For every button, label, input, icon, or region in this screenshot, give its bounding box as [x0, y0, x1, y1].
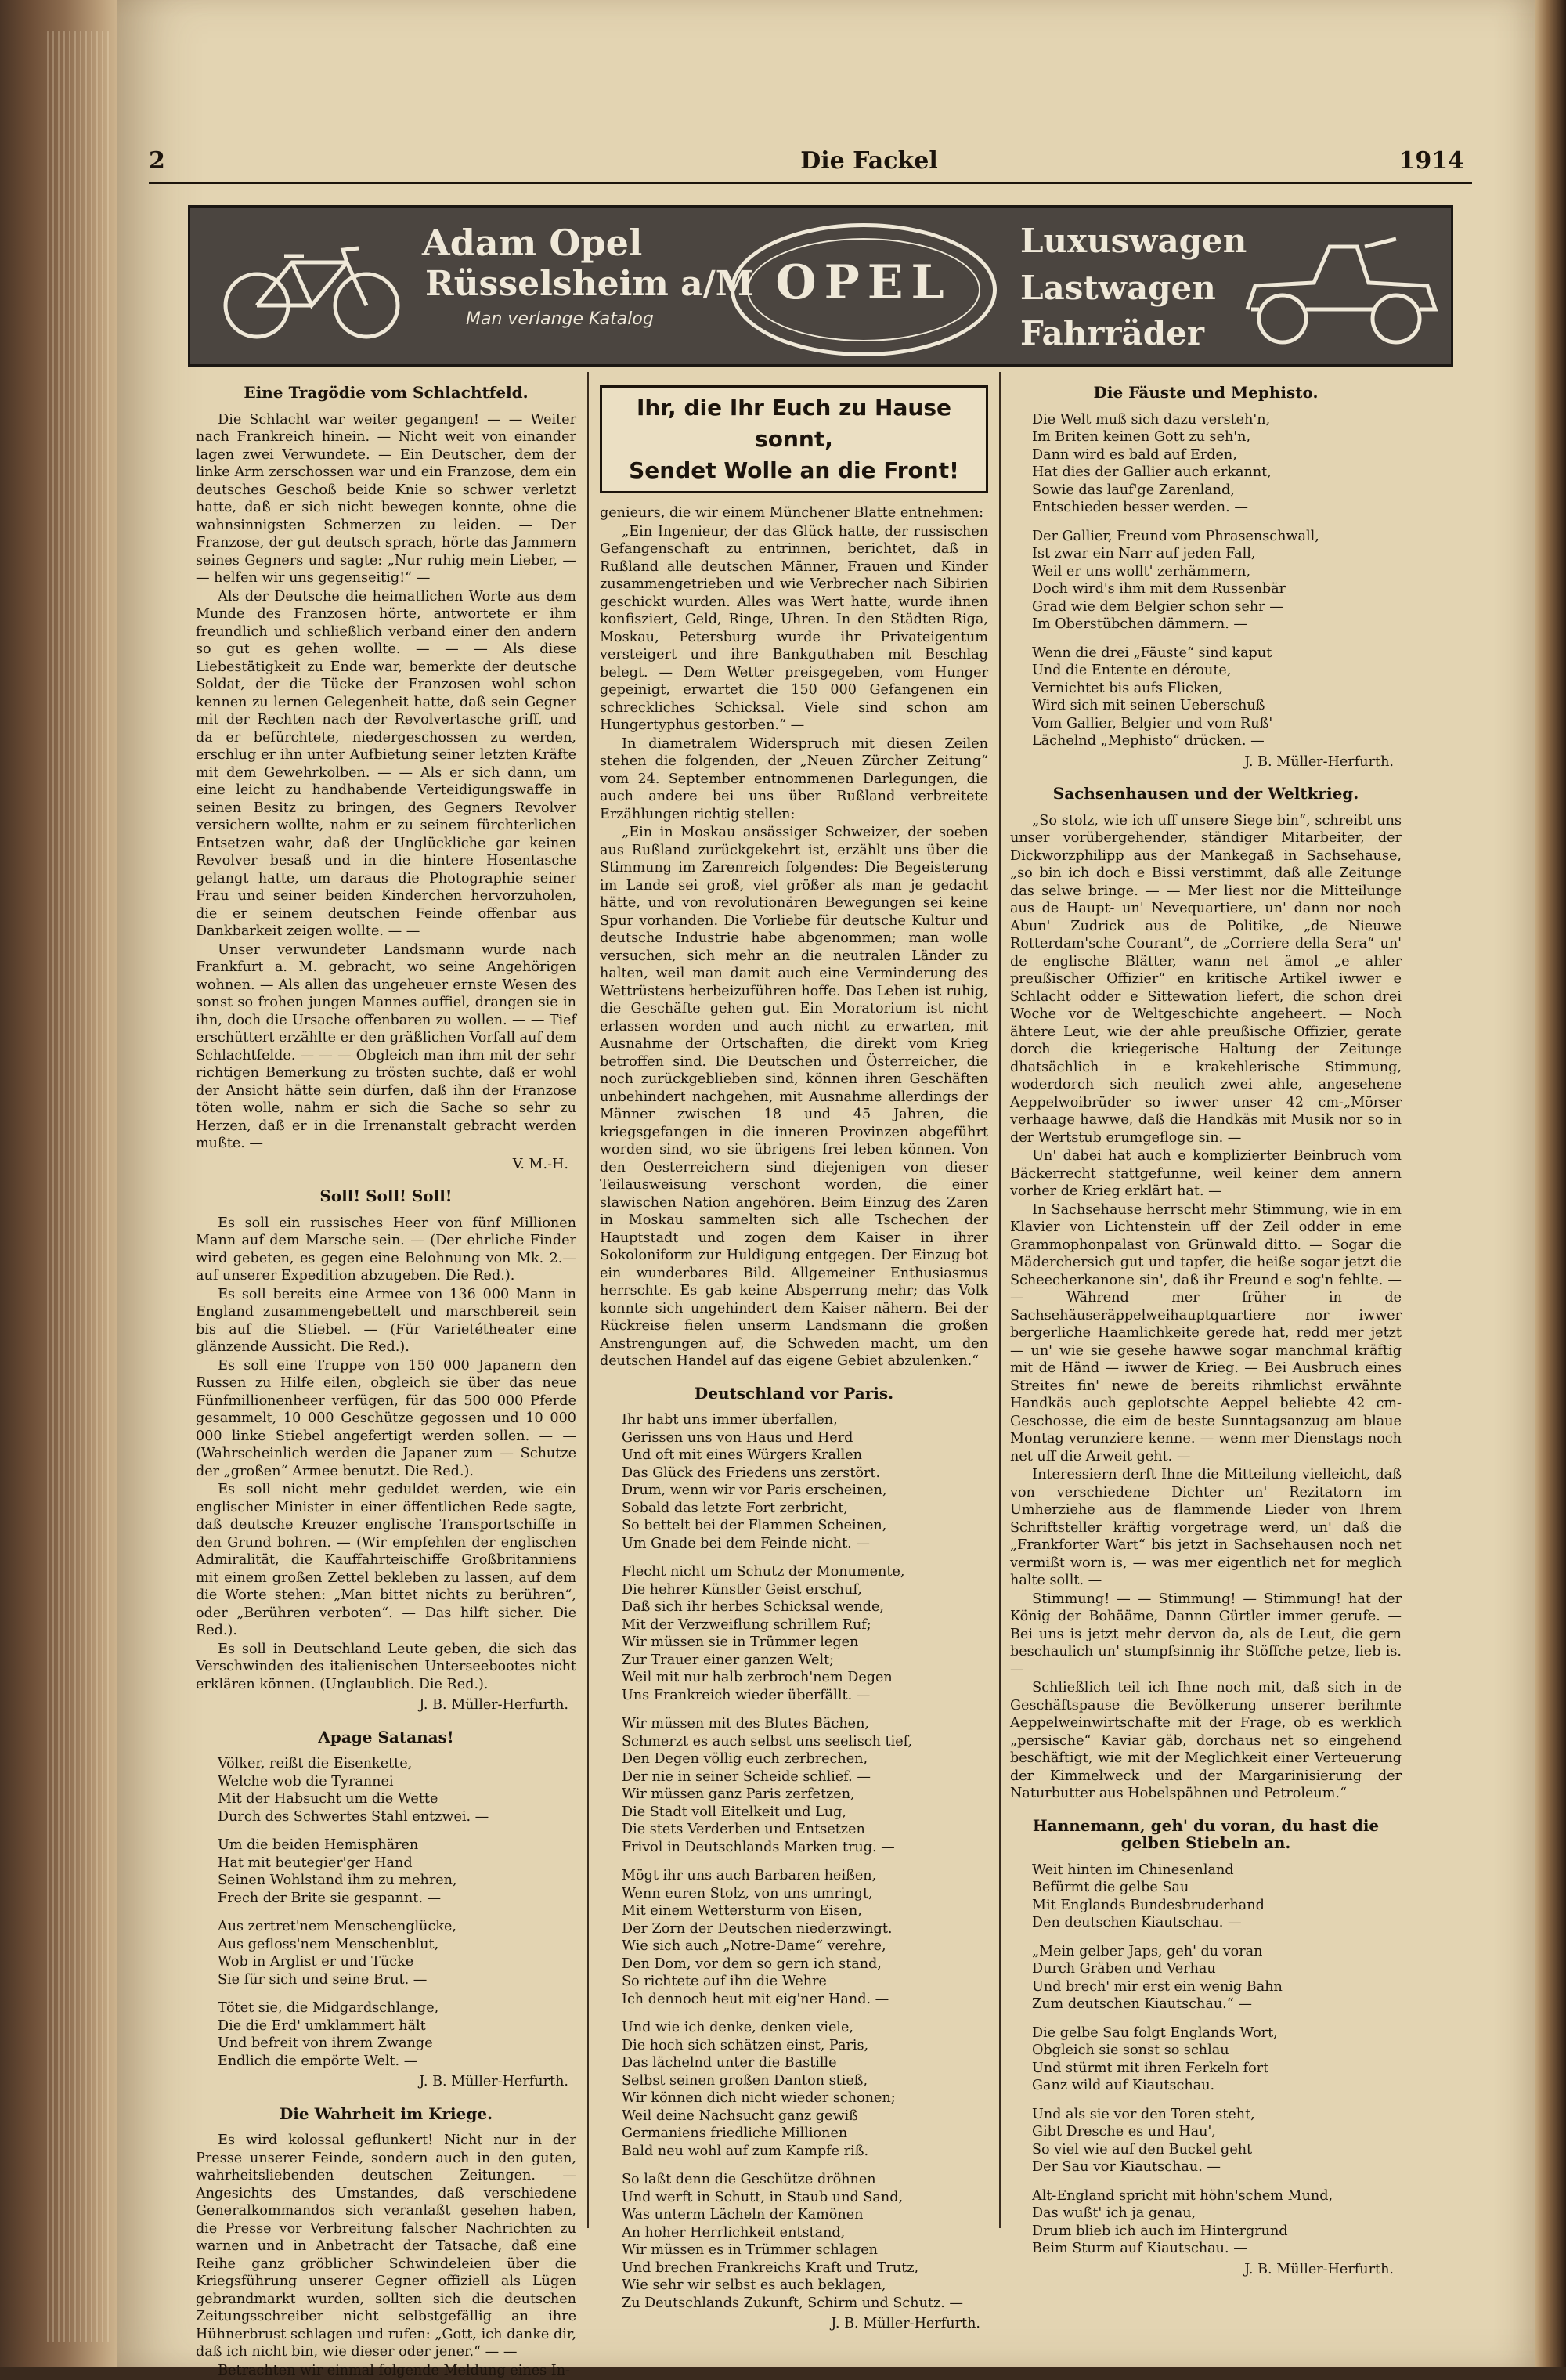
poem-stanza: Wir müssen mit des Blutes Bächen, Schmerzt es auch selbst uns seelisch tief, Den Degen völlig euch zerbrechen, Der nie in seiner Scheide schlief. — Wir müssen ganz Paris zerfetzen, Die Stadt voll Eitelkeit und Lug, Die stets Verderben und Entsetzen Frivol in Deutschlands Marken trug. — — [622, 1716, 913, 1855]
paragraph: Schließlich teil ich Ihne noch mit, daß sich in de Geschäftspause die Bevölkerung unserer berihmte Aeppelweinwirtschafte mit der Frage, ob es werklich „persische“ Kaviar gäb, dorchaus net so eingehend beschäftigt, wie mit der Meglichkeit einer Verteuerung der Kimmelweck und der Margarinisierung der Naturbutter aus Hobelspähnen und Petroleum.“ — [1010, 1680, 1402, 1801]
poem-stanza: Und wie ich denke, denken viele, Die hoch sich schätzen einst, Paris, Das lächelnd unter die Bastille Selbst seinen großen Danton stieß, Wir können dich nicht wieder schonen; Weil deine Nachsucht ganz gewiß Germaniens friedliche Millionen Bald neu wohl auf zum Kampfe riß. — [622, 2020, 896, 2159]
opel-logo — [731, 223, 997, 356]
automobile-icon — [1239, 231, 1443, 349]
page-edges-left — [47, 31, 110, 2342]
book-binding-left — [0, 0, 117, 2367]
poem-title: Hannemann, geh' du voran, du hast die gelben Stiebeln an. — [1032, 1815, 1380, 1852]
article-title: Die Wahrheit im Kriege. — [279, 2104, 493, 2123]
paragraph: Es soll ein russisches Heer von fünf Millionen Mann auf dem Marsche sein. — (Der ehrliche Finder wird gebeten, es gegen eine Belohnung von Mk. 2.— auf unserer Expedition abzugeben. Die Red.). — [196, 1215, 576, 1284]
signature: J. B. Müller-Herfurth. — [1244, 2261, 1394, 2277]
paragraph: Es wird kolossal geflunkert! Nicht nur in der Presse unserer Feinde, sondern auch in den guten, wahrheitsliebenden deutschen Zeitungen. — Angesichts des Umstandes, daß verschiedene Generalkommandos sich veranlaßt gesehen haben, die Presse vor Verbreitung falscher Nachrichten zu warnen und in Anbetracht der Tatsache, daß eine Reihe ganz gröblicher Schwindeleien über die Kriegsführung unserer Gegner offiziell als Lügen gebrandmarkt wurden, sollten sich die deutschen Zeitungsschreiber nicht selbstgefällig an ihre Hühnerbrust schlagen und rufen: „Gott, ich danke dir, daß ich nicht bin, wie dieser oder jener.“ — — — [196, 2133, 576, 2360]
column-divider — [587, 372, 589, 2228]
ad-right-line3: Fahrräder — [1020, 314, 1204, 352]
paragraph: Als der Deutsche die heimatlichen Worte aus dem Munde des Franzosen hörte, antwortete er ihm freundlich und schließlich verband einer den andern so gut es gehen wollte. — — — Als diese Liebestätigkeit zu Ende war, bemerkte der deutsche Soldat, der die Tücke der Franzosen wohl schon kennen zu lernen Gelegenheit hatte, daß sein Gegner mit der Rechten nach der Revolvertasche griff, und da er befürchtete, niedergeschossen zu werden, erschlug er ihn unter Aufbietung seiner letzten Kräfte mit dem Gewehrkolben. — — Als er sich dann, um eine leicht zu handhabende Verteidigungswaffe in seinen Besitz zu bringen, des Gegners Revolver versichern wollte, nahm er zu seinem fürchterlichen Entsetzen wahr, daß der Unglückliche gar keinen Revolver besaß und in die hintere Hosentasche gelangt hatte, um daraus die Photographie seiner Frau und seiner beiden Kinderchen hervorzuholen, die er seinem deutschen Feinde offenbar aus Dankbarkeit zeigen wollte. — — — [196, 588, 576, 939]
poem-title: Deutschland vor Paris. — [694, 1383, 894, 1403]
bicycle-icon — [214, 239, 410, 341]
paragraph: In Sachsehause herrscht mehr Stimmung, wie in em Klavier von Lichtenstein uff der Zeil odder in eme Grammophonpalast von Grünwald ditto. — Sogar die Mäderchersich gut und tapfer, die heiße sogar jetzt die Scheecherkanone sin', daß ihr Freund e sog'n fehlte. — — Während mer früher in de Sachsehäuseräppelweihauptquartiere nor iwwer bergerliche Haamlichkeite gerede hat, redd mer jetzt — un' wie sie gesehe hawwe sogar manchmal kräftig mit de Händ — iwwer de Krieg. — Bei Ausbruch eines Streites fin' newe de bereits rihmlichst erwähnte Handkäs auch geplotschte Aeppel beliebte 42 cm-Geschosse, die eim de beste Sunntagsanzug am blaue Montag verunziere kenne. — wenn mer Dienstags noch net uff die Arweit geht. — — [1010, 1201, 1402, 1464]
banner-line: Sendet Wolle an die Front! — [629, 457, 959, 483]
column-divider — [999, 372, 1001, 2228]
poem-stanza: Alt-England spricht mit höhn'schem Mund, Das wußt' ich ja genau, Drum blieb ich auch im Hintergrund Beim Sturm auf Kiautschau. — — [1032, 2187, 1333, 2256]
newspaper-page — [117, 0, 1535, 2378]
column-left — [196, 370, 576, 2380]
paragraph: „Ein in Moskau ansässiger Schweizer, der soeben aus Rußland zurückgekehrt ist, erzählt uns über die Stimmung im Zarenreich folgendes: Die Begeisterung im Lande sei groß, viel größer als man je gedacht hätte, und von revolutionären Bewegungen sei keine Spur vorhanden. Die Vorliebe für deutsche Kultur und deutsche Industrie habe abgenommen; man wolle versuchen, sich mehr an die neutralen Länder zu halten, weil man damit auch eine Verminderung des Wettrüstens herbeizuführen hoffe. Das Leben ist ruhig, die Geschäfte gehen gut. Ein Moratorium ist nicht erlassen worden und auch nicht zu erwarten, mit Ausnahme der Ortschaften, die direkt vom Krieg betroffen sind. Die Deutschen und Österreicher, die noch zurückgeblieben sind, können ihren Geschäften unbehindert nachgehen, mit Ausnahme allerdings der Männer zwischen 18 und 45 Jahren, die kriegsgefangen in die inneren Provinzen abgeführt worden sind, wo sie übrigens frei leben können. Von den Oesterreichern sind diejenigen von dieser Teilausweisung verschont worden, die einer slawischen Nation angehören. Beim Einzug des Zaren in Moskau sammelten sich alle Tschechen der Hauptstadt und zogen dem Kaiser in ihrer Sokoloniform zur Huldigung entgegen. Der Einzug bot ein wunderbares Bild. Allgemeiner Enthusiasmus herrschte. Es gab keine Absperrung mehr; das Volk konnte sich ungehindert dem Kaiser nähern. Bei der Rückreise fielen unserm Landsmann die großen Anstrengungen auf, die Schweden macht, um den deutschen Handel auf das eigene Gebiet abzulenken.“ — [600, 825, 988, 1369]
paragraph: Betrachten wir einmal folgende Meldung eines In- — [218, 2362, 570, 2378]
paragraph: Die Schlacht war weiter gegangen! — — Weiter nach Frankreich hinein. — Nicht weit von einander lagen zwei Verwundete. — Ein Deutscher, dem der linke Arm zerschossen war und ein Franzose, dem ein deutsches Geschoß beide Knie so schwer verletzt hatte, daß er sich nicht bewegen konnte, ohne die wahnsinnigsten Schmerzen zu leiden. — Der Franzose, der gut deutsch sprach, hörte das Jammern seines Gegners und sagte: „Nur ruhig mein Lieber, — — helfen wir uns gegenseitig!“ — — [196, 411, 576, 586]
banner-line: Ihr, die Ihr Euch zu Hause sonnt, — [637, 395, 951, 452]
poem-stanza: Ihr habt uns immer überfallen, Gerissen uns von Haus und Herd Und oft mit eines Würgers Krallen Das Glück des Friedens uns zerstört. Drum, wenn wir vor Paris erscheinen, Sobald das letzte Fort zerbricht, So bettelt bei der Flammen Scheinen, Um Gnade bei dem Feinde nicht. — — [622, 1412, 887, 1551]
paragraph: genieurs, die wir einem Münchener Blatte entnehmen: — [600, 505, 984, 521]
paragraph: In diametralem Widerspruch mit diesen Zeilen stehen die folgenden, der „Neuen Zürcher Zeitung“ vom 24. September entnommenen Darlegungen, die auch andere bei uns über Rußland verbreitete Erzählungen richtig stellen: — [600, 735, 988, 822]
opel-logo-word: OPEL — [775, 255, 952, 310]
article-title: Sachsenhausen und der Weltkrieg. — [1052, 784, 1359, 803]
paragraph: Interessiern derft Ihne die Mitteilung vielleicht, daß von verschiedene Dichter un' Rezitatorn im Umherziehe aus de flammende Lieder von Ihrem Schriftsteller kräftig vorgetrage werd, un' daß die „Frankforter Wart“ bis jetzt in Sachsehausen noch net vermißt worn is, — was mer eigentlich net for meglich halte sollt. — — [1010, 1467, 1402, 1588]
ad-left-line1: Adam Opel — [422, 222, 643, 264]
column-middle — [600, 382, 988, 2341]
poem-stanza: Wenn die drei „Fäuste“ sind kaput Und die Entente en déroute, Vernichtet bis aufs Flicken, Wird sich mit seinen Ueberschuß Vom Gallier, Belgier und vom Ruß' Lächelnd „Mephisto“ drücken. — — [1032, 645, 1273, 749]
poem-title: Die Fäuste und Mephisto. — [1093, 383, 1319, 402]
poem-title: Apage Satanas! — [318, 1727, 454, 1746]
wool-appeal-banner — [600, 385, 988, 493]
column-right — [1010, 370, 1402, 2286]
ad-left-line2: Rüsselsheim a/M — [425, 264, 754, 304]
poem-stanza: Der Gallier, Freund vom Phrasenschwall, Ist zwar ein Narr auf jeden Fall, Weil er uns wollt' zerhämmern, Doch wird's ihm mit dem Russenbär Grad wie dem Belgier schon sehr — Im Oberstübchen dämmern. — — [1032, 528, 1319, 632]
paragraph: Un' dabei hat auch e komplizierter Beinbruch vom Bäckerrecht stattgefunne, weil keiner dem annern vorher de Krieg erklärt hat. — — [1010, 1148, 1402, 1199]
poem-stanza: Und als sie vor den Toren steht, Gibt Dresche es und Hau', So viel wie auf den Buckel geht Der Sau vor Kiautschau. — — [1032, 2106, 1255, 2175]
paragraph: Unser verwundeter Landsmann wurde nach Frankfurt a. M. gebracht, wo seine Angehörigen wohnen. — Als allen das ungeheuer ernste Wesen des sonst so frohen jungen Mannes auffiel, drangen sie in ihn, doch die Ursache offenbaren zu wollen. — — Tief erschüttert erzählte er den gräßlichen Vorfall auf dem Schlachtfelde. — — — Obgleich man ihm mit der sehr richtigen Bemerkung zu trösten suchte, daß er wohl der Ansicht hätte sein dürfen, daß ihn der Franzose töten wolle, nahm er sich die Sache so sehr zu Herzen, daß er in die Irrenanstalt gebracht werden mußte. — — [196, 941, 576, 1151]
signature: J. B. Müller-Herfurth. — [419, 1697, 568, 1713]
ad-right-line1: Luxuswagen — [1020, 222, 1247, 260]
poem-stanza: Um die beiden Hemisphären Hat mit beutegier'ger Hand Seinen Wohlstand ihm zu mehren, Frech der Brite sie gespannt. — — [218, 1837, 457, 1906]
paragraph: Es soll bereits eine Armee von 136 000 Mann in England zusammengebettelt und marschbereit sein bis auf die Stiebel. — (Für Varietétheater eine glänzende Aussicht. Die Red.). — [196, 1286, 576, 1355]
paragraph: Es soll in Deutschland Leute geben, die sich das Verschwinden des italienischen Unterseebootes nicht erklären können. (Unglaublich. Die Red.). — [196, 1641, 576, 1692]
year: 1914 — [1398, 147, 1464, 175]
book-binding-right — [1535, 0, 1566, 2367]
poem-stanza: Die Welt muß sich dazu versteh'n, Im Briten keinen Gott zu seh'n, Dann wird es bald auf Erden, Hat dies der Gallier auch erkannt, Sowie das lauf'ge Zarenland, Entschieden besser werden. — — [1032, 411, 1272, 515]
header-rule — [149, 182, 1472, 184]
signature: J. B. Müller-Herfurth. — [419, 2074, 568, 2089]
poem-stanza: „Mein gelber Japs, geh' du voran Durch Gräben und Verhau Und brech' mir erst ein wenig Bahn Zum deutschen Kiautschau.“ — — [1032, 1943, 1283, 2012]
page-number: 2 — [149, 147, 165, 175]
article-title: Soll! Soll! Soll! — [319, 1186, 453, 1205]
poem-stanza: So laßt denn die Geschütze dröhnen Und werft in Schutt, in Staub und Sand, Was unterm Lächeln der Kamönen An hoher Herrlichkeit entstand, Wir müssen es in Trümmer schlagen Und brechen Frankreichs Kraft und Trutz, Wie sehr wir selbst es auch beklagen, Zu Deutschlands Zukunft, Schirm und Schutz. — — [622, 2172, 964, 2311]
signature: J. B. Müller-Herfurth. — [1244, 753, 1394, 770]
poem-stanza: Die gelbe Sau folgt Englands Wort, Obgleich sie sonst so schlau Und stürmt mit ihren Ferkeln fort Ganz wild auf Kiautschau. — [1032, 2024, 1278, 2093]
paragraph: Stimmung! — — Stimmung! — Stimmung! hat der König der Bohääme, Dannn Gürtler immer gerufe. — Bei uns is jetzt mehr dervon da, als de Leut, die gern beschaulich un' stumpfsinnig ihr Stöffche petze, lieb is. — — [1010, 1591, 1402, 1678]
poem-stanza: Flecht nicht um Schutz der Monumente, Die hehrer Künstler Geist erschuf, Daß sich ihr herbes Schicksal wende, Mit der Verzweiflung schrillem Ruf; Wir müssen sie in Trümmer legen Zur Trauer einer ganzen Welt; Weil mit nur halb zerbroch'nem Degen Uns Frankreich wieder überfällt. — — [622, 1564, 905, 1703]
article-title: Eine Tragödie vom Schlachtfeld. — [244, 383, 529, 402]
poem-stanza: Mögt ihr uns auch Barbaren heißen, Wenn euren Stolz, von uns umringt, Mit einem Wettersturm von Eisen, Der Zorn der Deutschen niederzwingt. Wie sich auch „Notre-Dame“ verehre, Den Dom, vor dem so gern ich stand, So richtete auf ihn die Wehre Ich dennoch heut mit eig'ner Hand. — — [622, 1868, 893, 2007]
opel-advertisement — [188, 205, 1453, 367]
paragraph: „So stolz, wie ich uff unsere Siege bin“, schreibt uns unser vorübergehender, ständiger Mitarbeiter, der Dickworzphilipp aus der Mankegaß in Sachsehause, „so bin ich doch e Bissi verstimmt, daß alle Zeitunge das selwe bringe. — — Mer liest nor die Mitteilunge aus de Haupt- un' Nevequartiere, un' dann nor noch Abun' Zudrick aus de Politike, „de Nieuwe Rotterdam'sche Courant“, de „Corriere della Sera“ un' de englische Blätter, wann net ämol „e ahler preußischer Offizier“ en kritische Artikel iwwer e Schlacht odder e Sittewation liefert, die schon drei Woche vor de Weltgeschichte angeheert. — Noch ähtere Leut, wie der ahle preußische Offizier, gerate dorch die kriegerische Haltung der Zeitunge dhatsächlich in e krakehlerische Stimmung, woderdorch sich neulich zwei ahle, angesehene Aeppelwoibrüder so iwwer unser 42 cm-„Mörser verhaage hawwe, daß die Handkäs mit Musik nor so in der Wertstub erumgefloge sin. — — [1010, 812, 1402, 1146]
signature: J. B. Müller-Herfurth. — [831, 2316, 980, 2331]
ad-left-line3: Man verlange Katalog — [466, 309, 654, 329]
poem-stanza: Aus zertret'nem Menschenglücke, Aus gefloss'nem Menschenblut, Wob in Arglist er und Tücke Sie für sich und seine Brut. — — [218, 1919, 457, 1988]
paragraph: „Ein Ingenieur, der das Glück hatte, der russischen Gefangenschaft zu entrinnen, berichtet, daß in Rußland alle deutschen Männer, Frauen und Kinder zusammengetrieben und wie Verbrecher nach Sibirien geschickt wurden. Alles was Wert hatte, wurde ihnen konfisziert, Geld, Ringe, Uhren. In den Städten Riga, Moskau, Petersburg wurde ihr Privateigentum versteigert und ihre Bankguthaben mit Beschlag belegt. — Dem Wetter preisgegeben, vom Hunger gepeinigt, erwartet die 150 000 Gefangenen ein schreckliches Schicksal. Viele sind schon am Hungertyphus gestorben.“ — — [600, 523, 988, 733]
ad-right-line2: Lastwagen — [1020, 269, 1216, 307]
newspaper-title: Die Fackel — [800, 147, 938, 175]
poem-stanza: Völker, reißt die Eisenkette, Welche wob die Tyrannei Mit der Habsucht um die Wette Durch des Schwertes Stahl entzwei. — — [218, 1756, 489, 1825]
poem-stanza: Weit hinten im Chinesenland Befürmt die gelbe Sau Mit Englands Bundesbruderhand Den deutschen Kiautschau. — — [1032, 1862, 1265, 1930]
paragraph: Es soll eine Truppe von 150 000 Japanern den Russen zu Hilfe eilen, obgleich sie über das neue Fünfmillionenheer verfügen, für das 500 000 Pferde gesammelt, 10 000 Geschütze gegossen und 10 000 000 linke Stiebel angefertigt werden sollen. — — (Wahrscheinlich werden die Japaner zum — Schutze der „großen“ Armee benutzt. Die Red.). — [196, 1357, 576, 1479]
poem-stanza: Tötet sie, die Midgardschlange, Die die Erd' umklammert hält Und befreit von ihrem Zwange Endlich die empörte Welt. — — [218, 2000, 439, 2069]
signature: V. M.-H. — [512, 1156, 568, 1172]
paragraph: Es soll nicht mehr geduldet werden, wie ein englischer Minister in einer öffentlichen Rede sagte, daß deutsche Kreuzer englische Transportschiffe in den Grund bohren. — (Wir empfehlen der englischen Admiralität, die Kauffahrteischiffe Großbritanniens mit einem großen Zettel bekleben zu lassen, auf dem die Worte stehen: „Man bittet nichts zu berühren“, oder „Berühren verboten“. — Das hilft sicher. Die Red.). — [196, 1482, 576, 1638]
